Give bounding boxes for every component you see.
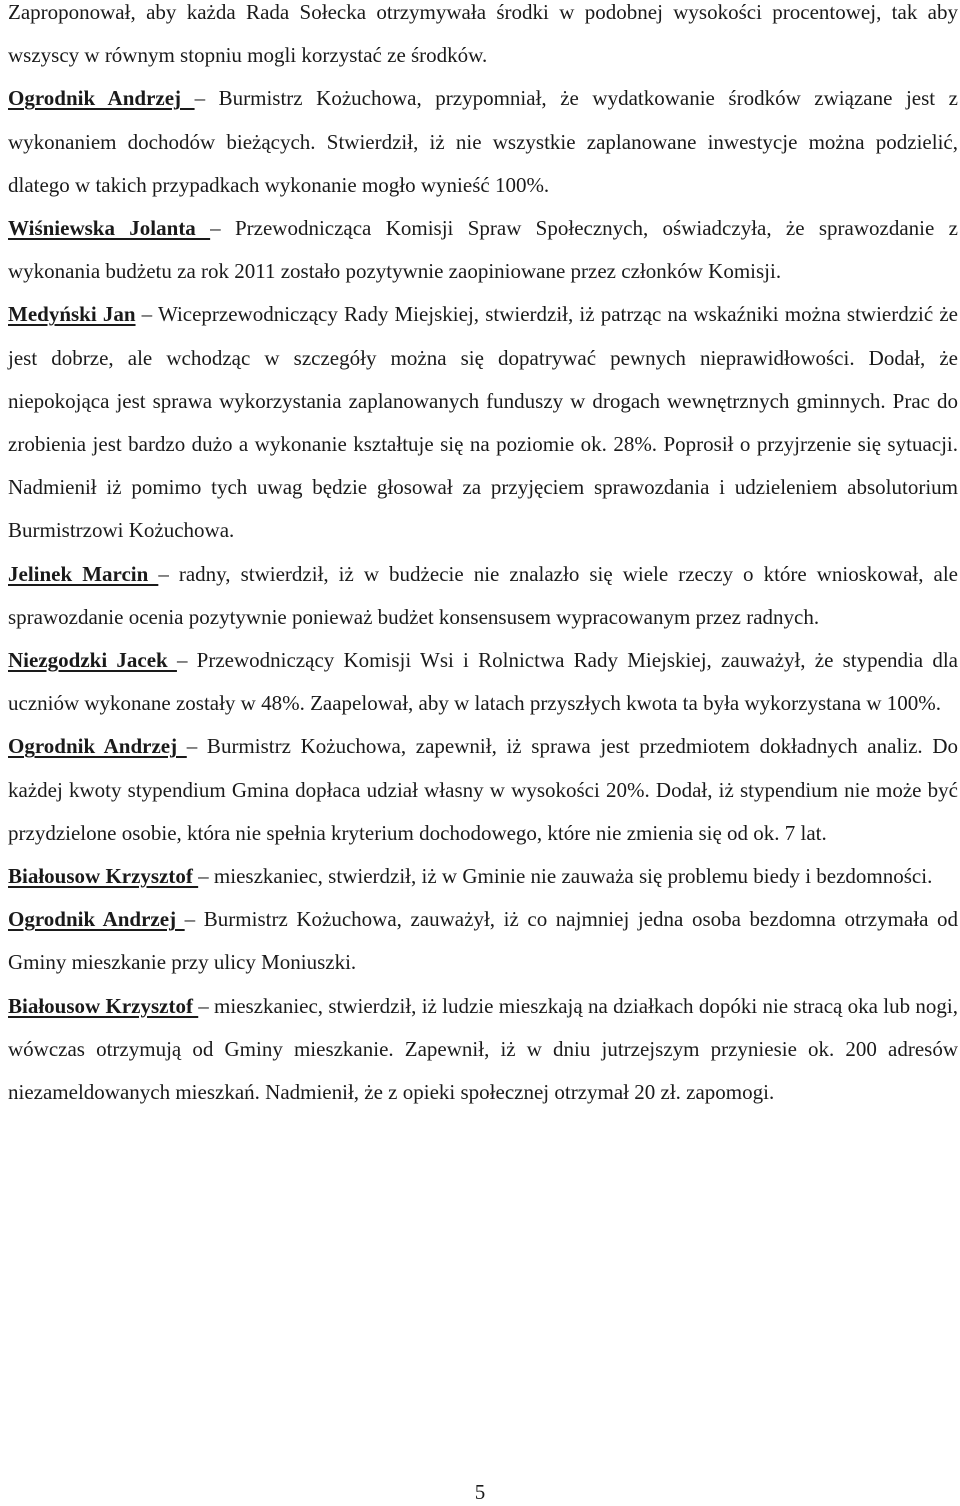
- paragraph-text: – Przewodnicząca Komisji Spraw Społecznych, oświadczyła, że sprawozdanie z wykonania budżetu za rok 2011 zostało pozytywnie zaopiniowane przez członków Komisji.: [8, 216, 958, 284]
- paragraph: [8, 293, 958, 552]
- paragraph-text: Zaproponował, aby każda Rada Sołecka otrzymywała środki w podobnej wysokości procentowej, tak aby wszyscy w równym stopniu mogli korzystać ze środków.: [8, 0, 958, 68]
- speaker-name: Medyński Jan: [8, 302, 136, 327]
- paragraph-text: – mieszkaniec, stwierdził, iż ludzie mieszkają na działkach dopóki nie stracą oka lub nogi, wówczas otrzymują od Gminy mieszkanie. Zapewnił, iż w dniu jutrzejszym przyniesie ok. 200 adresów niezameldowanych mieszkań. Nadmienił, że z opieki społecznej otrzymał 20 zł. zapomogi.: [8, 993, 958, 1105]
- document-page: [8, 0, 958, 1114]
- speaker-name: Białousow Krzysztof: [8, 864, 199, 889]
- paragraph: [8, 553, 958, 639]
- paragraph-text: – radny, stwierdził, iż w budżecie nie znalazło się wiele rzeczy o które wnioskował, ale sprawozdanie ocenia pozytywnie ponieważ budżet konsensusem wypracowanym przez radnych.: [8, 561, 958, 629]
- paragraph-text: – Wiceprzewodniczący Rady Miejskiej, stwierdził, iż patrząc na wskaźniki można stwierdzić że jest dobrze, ale wchodząc w szczegóły można się dopatrywać pewnych nieprawidłowości. Dodał, że niepokojąca jest sprawa wykorzystania zaplanowanych funduszy w drogach wewnętrznych gminnych. Prac do zrobienia jest bardzo dużo a wykonanie kształtuje się na poziomie ok. 28%. Poprosił o przyjrzenie się sytuacji. Nadmienił iż pomimo tych uwag będzie głosował za przyjęciem sprawozdania i udzieleniem absolutorium Burmistrzowi Kożuchowa.: [8, 302, 958, 543]
- paragraph-text: – Burmistrz Kożuchowa, zapewnił, iż sprawa jest przedmiotem dokładnych analiz. Do każdej kwoty stypendium Gmina dopłaca udział własny w wysokości 20%. Dodał, iż stypendium nie może być przydzielone osobie, która nie spełnia kryterium dochodowego, które nie zmienia się od ok. 7 lat.: [8, 734, 959, 845]
- paragraph: [8, 207, 958, 293]
- paragraph: [8, 985, 958, 1115]
- paragraph: [8, 77, 958, 207]
- paragraph: [8, 639, 958, 725]
- paragraph-text: – Przewodniczący Komisji Wsi i Rolnictwa Rady Miejskiej, zauważył, że stypendia dla uczniów wykonane zostały w 48%. Zaapelował, aby w latach przyszłych kwota ta była wykorzystana w 100%.: [8, 648, 958, 716]
- page-number: 5: [474, 1480, 486, 1504]
- paragraph: [8, 0, 958, 77]
- paragraph-text: – Burmistrz Kożuchowa, przypomniał, że wydatkowanie środków związane jest z wykonaniem dochodów bieżących. Stwierdził, iż nie wszystkie zaplanowane inwestycje można podzielić, dlatego w takich przypadkach wykonanie mogło wynieść 100%.: [8, 86, 958, 197]
- paragraph: [8, 725, 958, 855]
- paragraph: [8, 898, 958, 984]
- speaker-name: Ogrodnik Andrzej: [8, 907, 185, 932]
- paragraph-text: – mieszkaniec, stwierdził, iż w Gminie nie zauważa się problemu biedy i bezdomności.: [198, 864, 933, 889]
- speaker-name: Jelinek Marcin: [8, 561, 159, 586]
- paragraph: [8, 855, 958, 898]
- paragraph-text: – Burmistrz Kożuchowa, zauważył, iż co najmniej jedna osoba bezdomna otrzymała od Gminy mieszkanie przy ulicy Moniuszki.: [8, 907, 959, 975]
- speaker-name: Wiśniewska Jolanta: [8, 216, 211, 241]
- speaker-name: Białousow Krzysztof: [8, 993, 199, 1018]
- speaker-name: Niezgodzki Jacek: [8, 648, 177, 673]
- speaker-name: Ogrodnik Andrzej: [8, 86, 195, 111]
- speaker-name: Ogrodnik Andrzej: [8, 734, 187, 759]
